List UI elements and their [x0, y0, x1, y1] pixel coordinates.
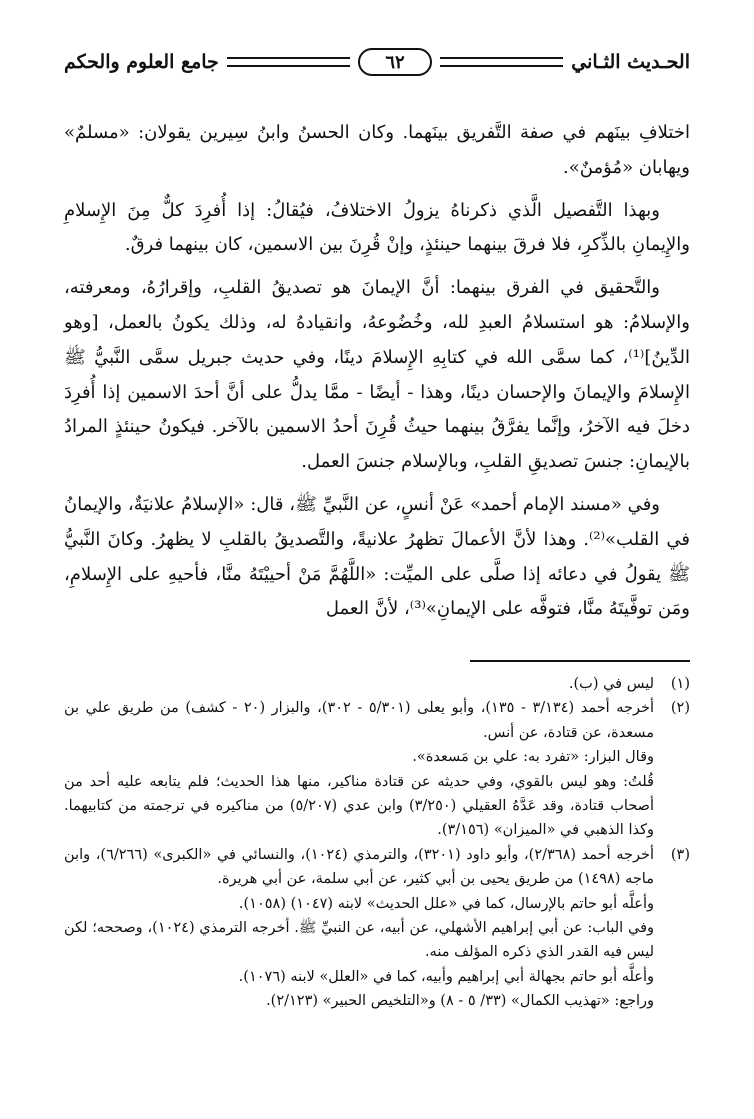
- footnote-line: وأعلَّه أبو حاتم بالإرسال، كما في «علل الحديث» لابنه (١٠٤٧) (١٠٥٨).: [238, 895, 654, 912]
- page-number-badge: [358, 48, 432, 76]
- book-title: جامع العلوم والحكم: [64, 51, 219, 73]
- section-title: الحـديث الثـاني: [571, 51, 690, 73]
- main-text: [64, 116, 690, 635]
- header-rule-right: [440, 57, 563, 67]
- footnote: [64, 672, 690, 696]
- paragraph: اختلافِ بينَهم في صفة التَّفريق بينَهما. وكان الحسنُ وابنُ سِيرين يقولان: «مسلمٌ» ويهابان «مُؤمنٌ».: [64, 122, 690, 178]
- footnote: [64, 843, 690, 1014]
- header-rule-left: [227, 57, 350, 67]
- footnote-number: (٢): [670, 700, 690, 717]
- footnote-line: وأعلَّه أبو حاتم بجهالة أبي إبراهيم وأبيه، كما في «العلل» لابنه (١٠٧٦).: [238, 968, 654, 985]
- paragraph: وفي «مسند الإمام أحمد» عَنْ أنسٍ، عن النَّبيِّ ﷺ، قال: «الإسلامُ علانيَةٌ، والإيمانُ في القلب»⁽²⁾. وهذا لأنَّ الأعمالَ تظهرُ علانيةً، والتَّصديقُ بالقلبِ لا يظهرُ. وكانَ النَّبيُّ ﷺ يقولُ في دعائه إذا صلَّى على الميِّت: «اللَّهُمَّ مَنْ أحييْتَهُ منَّا، فأحيهِ على الإِسلامِ، ومَن توفَّيتَهُ منَّا، فتوفَّه على الإيمانِ»⁽³⁾، لأنَّ العمل: [64, 493, 690, 620]
- paragraph: وبهذا التَّفصيل الَّذي ذكرناهُ يزولُ الاختلافُ، فيُقالُ: إذا أُفرِدَ كلٌّ مِنَ الإِسلامِ والإِيمانِ بالذِّكرِ، فلا فرقَ بينهما حينئذٍ، وإنْ قُرِنَ بين الاسمين، كان بينهما فرقٌ.: [64, 199, 690, 256]
- footnote-separator: [470, 660, 690, 662]
- running-header: [64, 42, 690, 82]
- page-number: ٦٢: [385, 51, 405, 73]
- footnotes: [64, 672, 690, 1014]
- footnote-line: ليس في (ب).: [568, 676, 654, 692]
- footnote-line: أخرجه أحمد (٢/٣٦٨)، وأبو داود (٣٢٠١)، والترمذي (١٠٢٤)، والنسائي في «الكبرى» (٦/٢٦٦)، وابن ماجه (١٤٩٨) من طريق يحيى بن أبي كثير، عن أبي سلمة، عن أبي هريرة.: [64, 846, 655, 888]
- footnote-number: (١): [670, 676, 690, 692]
- footnote: [64, 696, 690, 842]
- footnote-line: وراجع: «تهذيب الكمال» (٣٣/ ٥ - ٨) و«التلخيص الحبير» (٢/١٢٣).: [266, 993, 654, 1010]
- paragraph: والتَّحقيق في الفرق بينهما: أنَّ الإيمانَ هو تصديقُ القلبِ، وإقرارُهُ، ومعرفته، والإسلامُ: هو استسلامُ العبدِ لله، وخُضُوعهُ، وانقيادهُ له، وذلك يكونُ بالعمل، [وهو الدِّينُ]⁽¹⁾، كما سمَّى الله في كتابِهِ الإِسلامَ دينًا، وفي حديث جبريل سمَّى النَّبيُّ ﷺ الإِسلامَ والإيمانَ والإحسان دينًا، وهذا - أيضًا - ممَّا يدلُّ على أنَّ أحدَ الاسمين إذا أُفرِدَ دخلَ فيه الآخرُ، وإنَّما يفرَّقُ بينهما حيثُ قُرِنَ أحدُ الاسمين بالآخر. فيكونُ حينئذٍ المرادُ بالإيمانِ: جنسَ تصديقِ القلبِ، وبالإسلام جنسَ العمل.: [64, 277, 690, 473]
- footnote-line: وقال البزار: «تفرد به: علي بن مَسعدة».: [412, 749, 654, 766]
- footnote-line: وفي الباب: عن أبي إبراهيم الأشهلي، عن أبيه، عن النبيِّ ﷺ. أخرجه الترمذي (١٠٢٤)، وصححه؛ لكن ليس فيه القدر الذي ذكره المؤلف منه.: [64, 920, 654, 961]
- footnote-line: قُلتُ: وهو ليس بالقوي، وفي حديثه عن قتادة مناكير، منها هذا الحديث؛ فلم يتابعه عليه أحد من أصحاب قتادة، وقد عَدَّهُ العقيلي (٣/٢٥٠) وابن عدي (٥/٢٠٧) من مناكيره في ترجمته من كتابيهما. وكذا الذهبي في «الميزان» (٣/١٥٦).: [64, 773, 655, 839]
- footnote-number: (٣): [670, 846, 690, 863]
- footnote-line: أخرجه أحمد (٣/١٣٤ - ١٣٥)، وأبو يعلى (٥/٣٠١ - ٣٠٢)، والبزار (٢٠ - كشف) من طريق علي بن مسعدة، عن قتادة، عن أنس.: [64, 700, 654, 741]
